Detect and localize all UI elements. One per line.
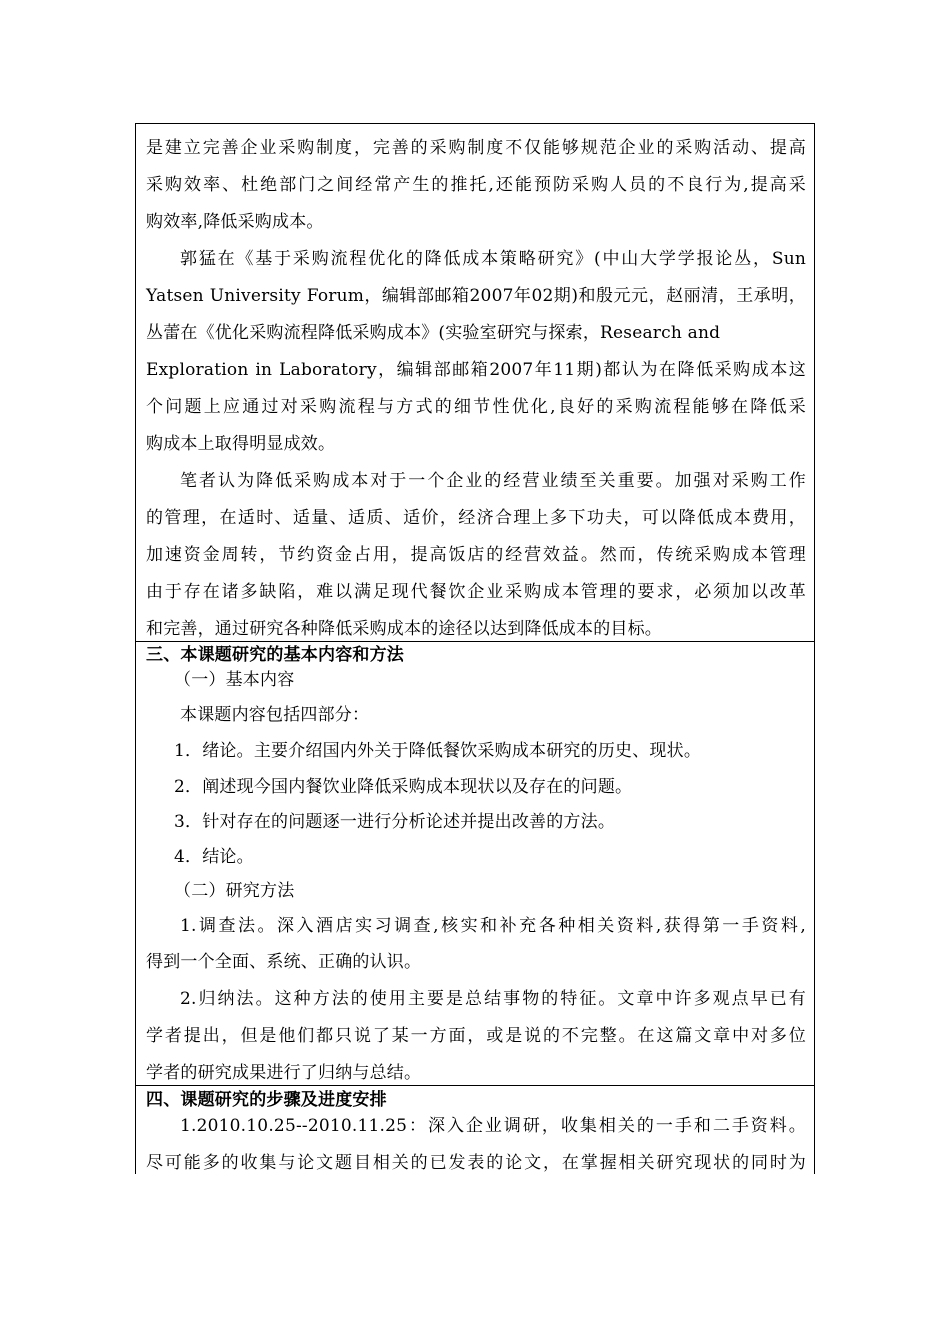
section-heading: 三、本课题研究的基本内容和方法 <box>146 645 404 665</box>
research-content-cell <box>136 641 814 1085</box>
paragraph-line: 由于存在诸多缺陷，难以满足现代餐饮企业采购成本管理的要求，必须加以改革 <box>146 582 806 602</box>
paragraph-line: 加速资金周转，节约资金占用，提高饭店的经营效益。然而，传统采购成本管理 <box>146 545 806 565</box>
section-heading: 四、课题研究的步骤及进度安排 <box>146 1090 387 1110</box>
literature-review-cell <box>136 124 814 637</box>
list-item: 4．结论。 <box>174 847 254 867</box>
paragraph-line: 学者提出，但是他们都只说了某一方面，或是说的不完整。在这篇文章中对多位 <box>146 1026 806 1046</box>
paragraph-line: 丛蕾在《优化采购流程降低采购成本》(实验室研究与探索，Research and <box>146 323 721 343</box>
paragraph-line: 得到一个全面、系统、正确的认识。 <box>146 952 422 972</box>
paragraph-line: 1.调查法。深入酒店实习调查,核实和补充各种相关资料,获得第一手资料, <box>180 916 806 936</box>
document-table <box>135 123 815 1174</box>
paragraph-line: 学者的研究成果进行了归纳与总结。 <box>146 1063 422 1083</box>
paragraph-line: 个问题上应通过对采购流程与方式的细节性优化,良好的采购流程能够在降低采 <box>146 397 806 417</box>
subsection-heading: （一）基本内容 <box>174 670 295 690</box>
paragraph-line: Exploration in Laboratory，编辑部邮箱2007年11期)都认为在降低采购成本这 <box>146 360 806 380</box>
paragraph-line: 本课题内容包括四部分： <box>180 705 370 725</box>
paragraph-line: 采购效率、杜绝部门之间经常产生的推托,还能预防采购人员的不良行为,提高采 <box>146 175 806 195</box>
paragraph-line: 郭猛在《基于采购流程优化的降低成本策略研究》(中山大学学报论丛，Sun <box>180 249 806 269</box>
list-item: 3．针对存在的问题逐一进行分析论述并提出改善的方法。 <box>174 812 616 832</box>
paragraph-line: 笔者认为降低采购成本对于一个企业的经营业绩至关重要。加强对采购工作 <box>180 471 806 491</box>
paragraph-line: 购成本上取得明显成效。 <box>146 434 336 454</box>
paragraph-line: 是建立完善企业采购制度，完善的采购制度不仅能够规范企业的采购活动、提高 <box>146 138 806 158</box>
paragraph-line: 购效率,降低采购成本。 <box>146 212 324 232</box>
paragraph-line: 2.归纳法。这种方法的使用主要是总结事物的特征。文章中许多观点早已有 <box>180 989 806 1009</box>
list-item: 2．阐述现今国内餐饮业降低采购成本现状以及存在的问题。 <box>174 777 633 797</box>
paragraph-line: 1.2010.10.25--2010.11.25：深入企业调研，收集相关的一手和二手资料。 <box>180 1116 806 1136</box>
paragraph-line: Yatsen University Forum，编辑部邮箱2007年02期)和殷元元，赵丽清，王承明， <box>146 286 806 306</box>
paragraph-line: 的管理，在适时、适量、适质、适价，经济合理上多下功夫，可以降低成本费用， <box>146 508 806 528</box>
paragraph-line: 和完善，通过研究各种降低采购成本的途径以达到降低成本的目标。 <box>146 619 662 639</box>
list-item: 1．绪论。主要介绍国内外关于降低餐饮采购成本研究的历史、现状。 <box>174 741 702 761</box>
research-schedule-cell <box>136 1085 814 1175</box>
subsection-heading: （二）研究方法 <box>174 881 295 901</box>
paragraph-line: 尽可能多的收集与论文题目相关的已发表的论文，在掌握相关研究现状的同时为 <box>146 1153 806 1173</box>
